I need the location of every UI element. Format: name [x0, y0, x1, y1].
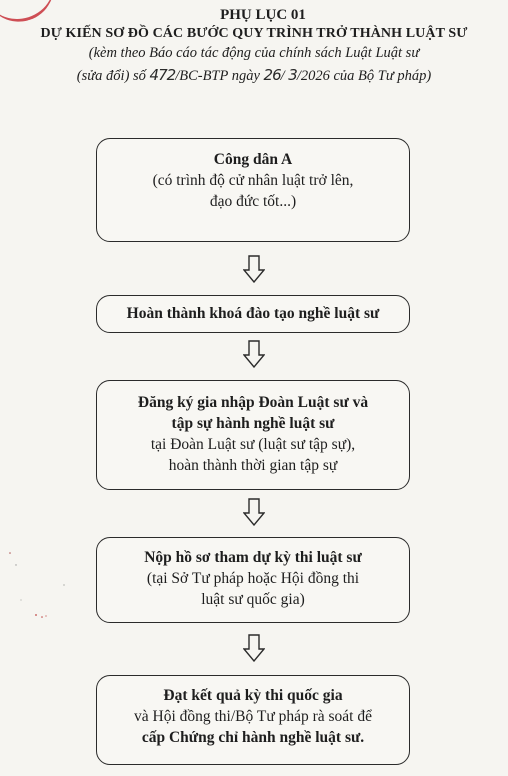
handwritten-doc-number: 472 [149, 66, 176, 84]
step-5-line-3: cấp Chứng chỉ hành nghề luật sư. [141, 729, 365, 746]
step-4-line-2: (tại Sở Tư pháp hoặc Hội đồng thi [146, 570, 360, 587]
document-title: DỰ KIẾN SƠ ĐỒ CÁC BƯỚC QUY TRÌNH TRỞ THÀNH LUẬT SƯ [40, 26, 468, 41]
handwritten-day: 26 [263, 66, 281, 84]
paper-specks [6, 545, 76, 635]
step-5-line-1: Đạt kết quả kỳ thi quốc gia [163, 687, 343, 704]
step-box-4 [96, 537, 410, 623]
document-header [0, 6, 508, 87]
step-2-line-1: Hoàn thành khoá đào tạo nghề luật sư [126, 305, 380, 322]
handwritten-month: 3 [288, 66, 297, 84]
appendix-label: PHỤ LỤC 01 [220, 7, 306, 23]
step-4-line-1: Nộp hồ sơ tham dự kỳ thi luật sư [144, 549, 362, 566]
step-box-5 [96, 675, 410, 765]
step-box-2 [96, 295, 410, 333]
subtitle-line-1: (kèm theo Báo cáo tác động của chính sách Luật Luật sư [88, 45, 420, 61]
down-arrow-icon [243, 634, 265, 662]
step-1-line-1: Công dân A [213, 151, 293, 168]
subtitle-mid: /BC-BTP ngày [175, 68, 260, 84]
step-box-3 [96, 380, 410, 490]
date-separator: / [280, 68, 285, 84]
down-arrow-icon [243, 255, 265, 283]
step-1-line-3: đạo đức tốt...) [209, 193, 297, 210]
subtitle-suffix: /2026 của Bộ Tư pháp) [296, 68, 432, 84]
step-3-line-1: Đăng ký gia nhập Đoàn Luật sư và [137, 394, 369, 411]
step-4-line-3: luật sư quốc gia) [201, 591, 305, 608]
subtitle-line-2 [0, 64, 508, 87]
step-1-line-2: (có trình độ cử nhân luật trở lên, [152, 172, 354, 189]
step-3-line-4: hoàn thành thời gian tập sự [168, 457, 338, 474]
step-3-line-2: tập sự hành nghề luật sư [171, 415, 335, 432]
subtitle-prefix: (sửa đổi) số [76, 68, 146, 84]
step-3-line-3: tại Đoàn Luật sư (luật sư tập sự), [150, 436, 356, 453]
step-box-1 [96, 138, 410, 242]
step-5-line-2: và Hội đồng thi/Bộ Tư pháp rà soát để [134, 708, 372, 725]
down-arrow-icon [243, 498, 265, 526]
down-arrow-icon [243, 340, 265, 368]
